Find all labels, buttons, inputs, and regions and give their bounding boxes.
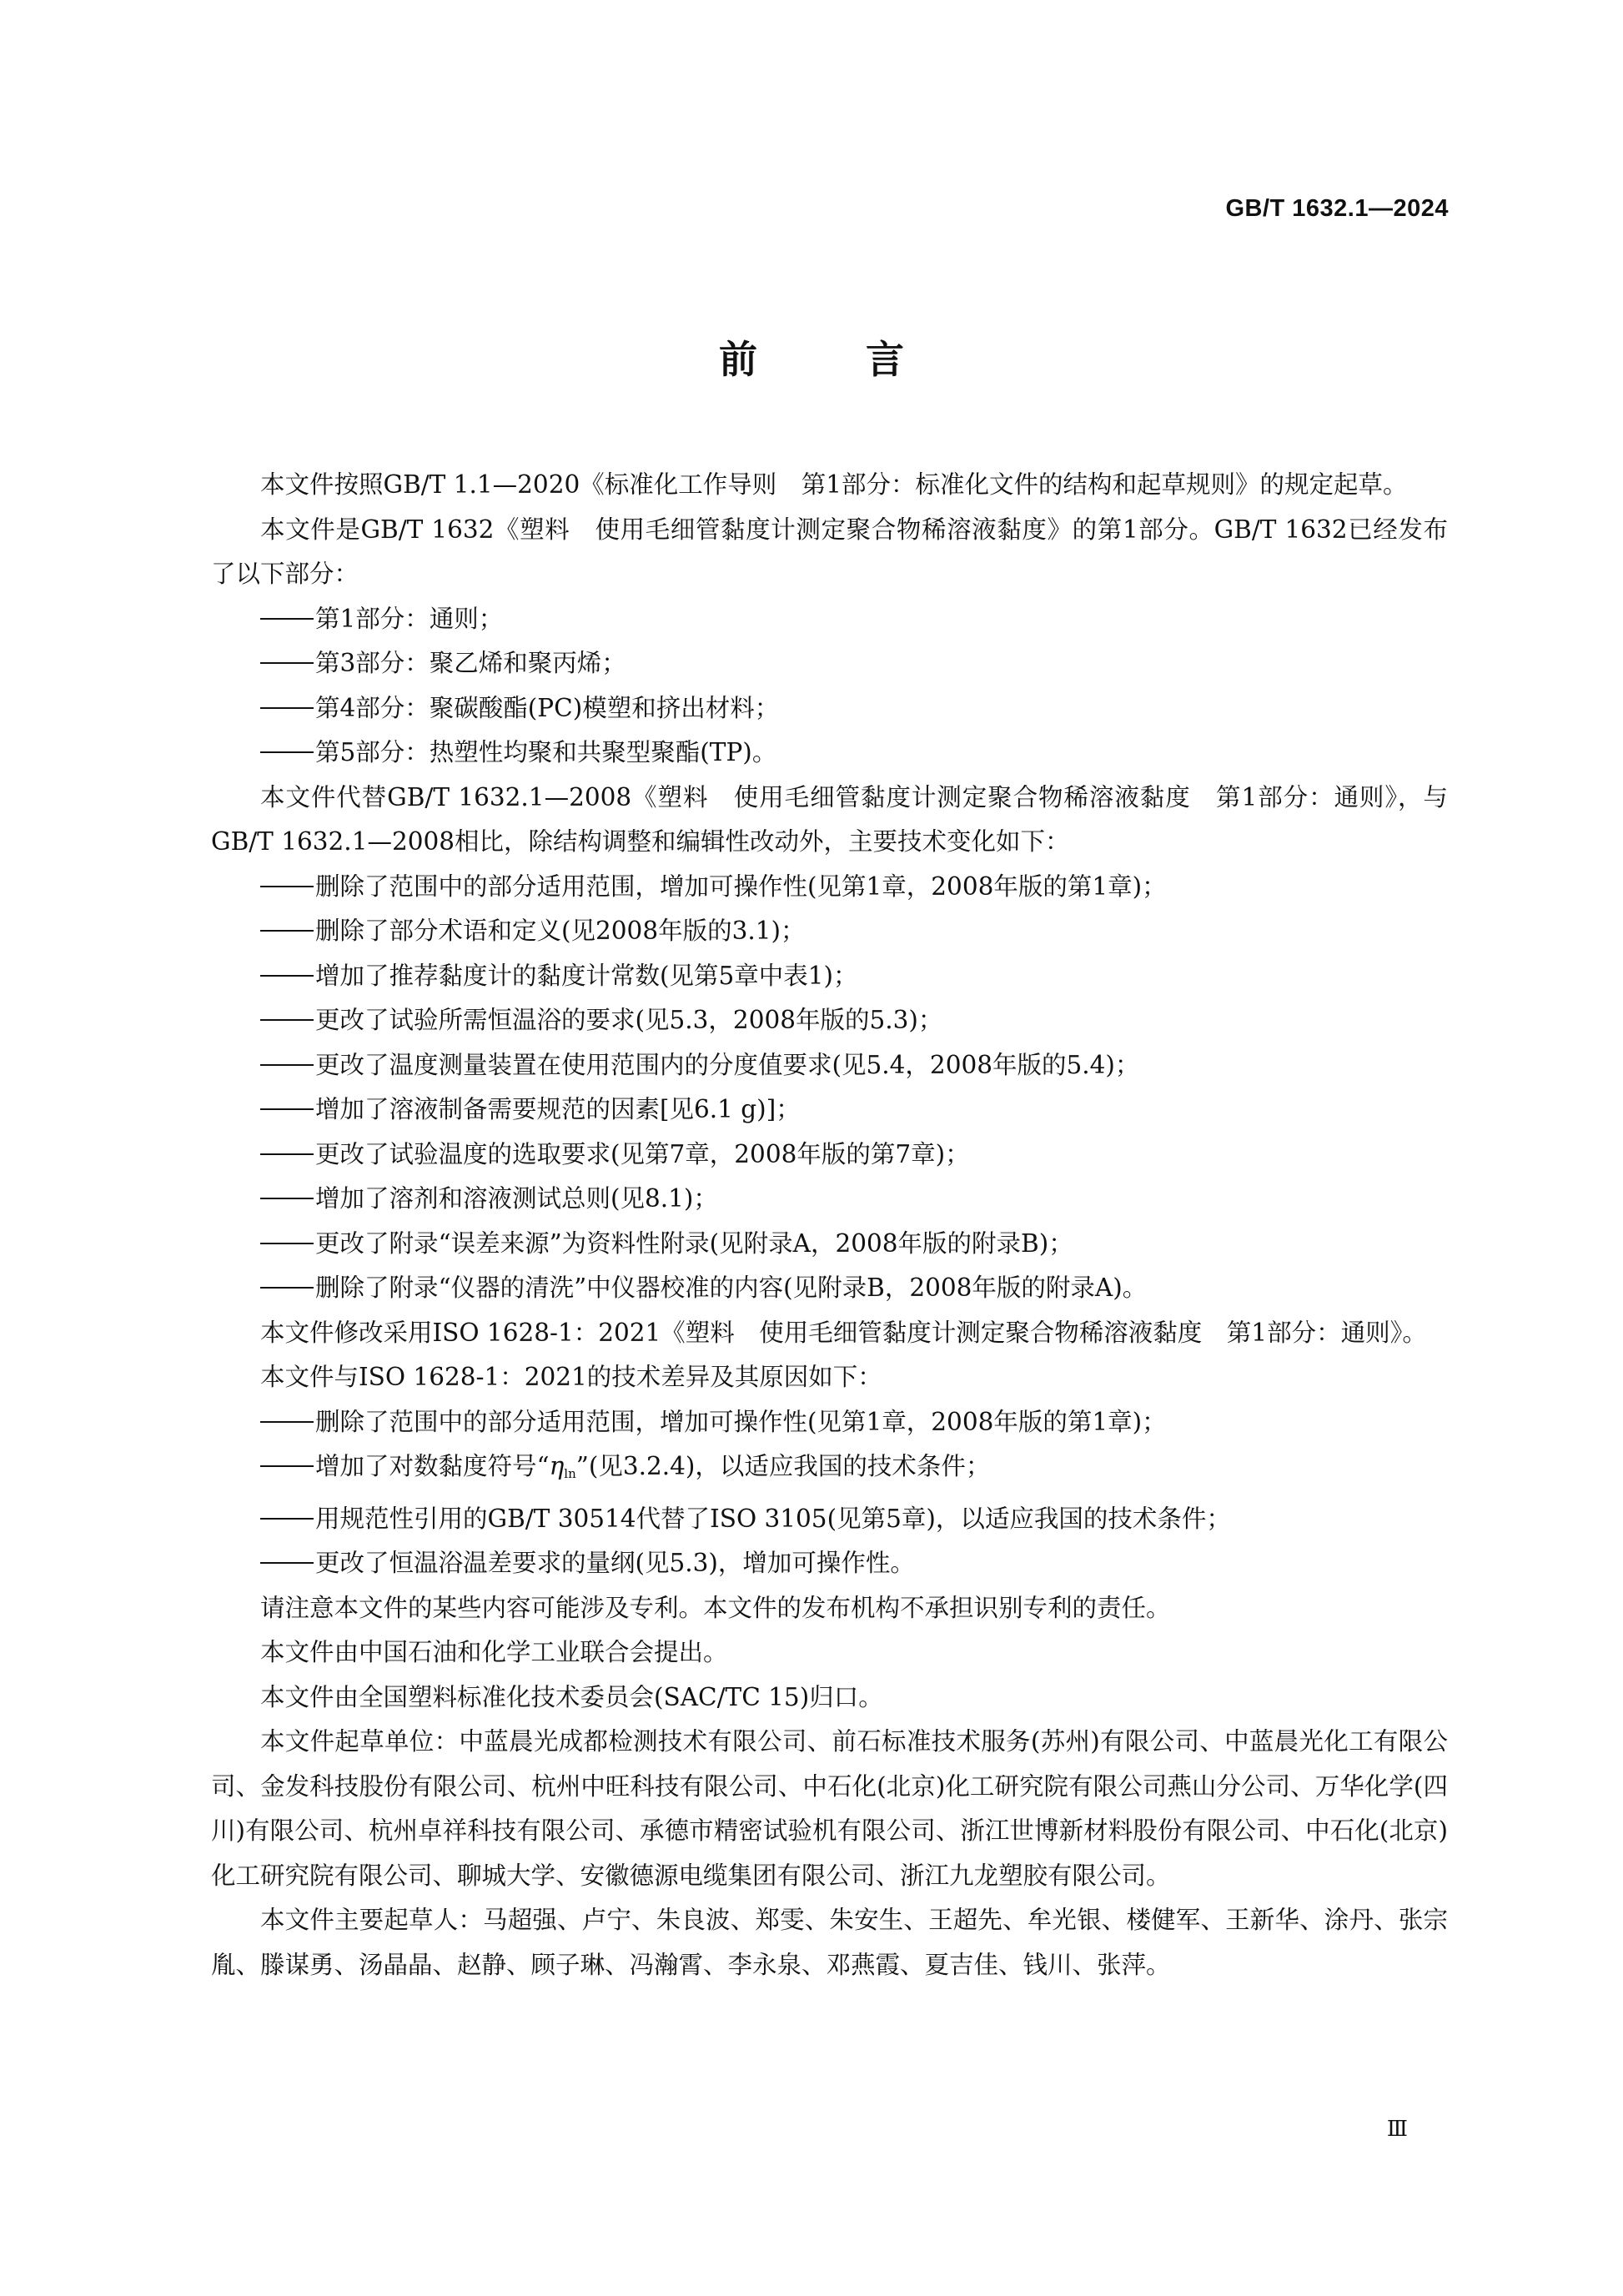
dash-icon — [260, 1421, 314, 1423]
foreword-body — [211, 463, 1448, 1987]
list-item-difference: 增加了对数黏度符号“$\eta_{ln}$”(见3.2.4)，以适应我国的技术条件； — [211, 1444, 1448, 1497]
list-item-difference: 用规范性引用的GB/T 30514代替了ISO 3105(见第5章)，以适应我国的技术条件； — [211, 1497, 1448, 1542]
list-item-difference: 更改了恒温浴温差要求的量纲(见5.3)，增加可操作性。 — [211, 1541, 1448, 1586]
paragraph-centralized-by: 本文件由全国塑料标准化技术委员会(SAC/TC 15)归口。 — [260, 1682, 883, 1711]
list-item-change: 删除了范围中的部分适用范围，增加可操作性(见第1章，2008年版的第1章)； — [211, 865, 1448, 910]
list-item-change: 更改了试验温度的选取要求(见第7章，2008年版的第7章)； — [211, 1133, 1448, 1178]
dash-icon — [260, 1562, 314, 1564]
paragraph-drafting-rules: 本文件按照GB/T 1.1—2020《标准化工作导则 第1部分：标准化文件的结构和起草规则》的规定起草。 — [260, 470, 1408, 499]
dash-icon — [260, 1108, 314, 1110]
list-item-part: 第3部分：聚乙烯和聚丙烯； — [211, 641, 1448, 686]
dash-icon — [260, 662, 314, 664]
list-item-part: 第5部分：热塑性均聚和共聚型聚酯(TP)。 — [211, 731, 1448, 776]
eta-subscript: ln — [564, 1466, 576, 1481]
list-item-change: 更改了试验所需恒温浴的要求(见5.3，2008年版的5.3)； — [211, 998, 1448, 1043]
page-title — [0, 329, 1623, 384]
list-item-change: 增加了溶剂和溶液测试总则(见8.1)； — [211, 1177, 1448, 1222]
list-item-change: 删除了附录“仪器的清洗”中仪器校准的内容(见附录B，2008年版的附录A)。 — [211, 1266, 1448, 1311]
dash-icon — [260, 1153, 314, 1155]
list-item-change: 增加了推荐黏度计的黏度计常数(见第5章中表1)； — [211, 954, 1448, 999]
paragraph-replaces: 本文件代替GB/T 1632.1—2008《塑料 使用毛细管黏度计测定聚合物稀溶液黏度 第1部分：通则》，与GB/T 1632.1—2008相比，除结构调整和编辑性改动外，主要技术变化如下： — [211, 782, 1448, 856]
dash-icon — [260, 751, 314, 753]
dash-icon — [260, 618, 314, 620]
dash-icon — [260, 1064, 314, 1066]
dash-icon — [260, 1287, 314, 1289]
title-char-2: 言 — [866, 337, 904, 382]
list-item-change: 更改了温度测量装置在使用范围内的分度值要求(见5.4，2008年版的5.4)； — [211, 1043, 1448, 1088]
paragraph-patent-notice: 请注意本文件的某些内容可能涉及专利。本文件的发布机构不承担识别专利的责任。 — [260, 1593, 1171, 1622]
dash-icon — [260, 1518, 314, 1520]
paragraph-drafters: 本文件主要起草人：马超强、卢宁、朱良波、郑雯、朱安生、王超先、牟光银、楼健军、王新华、涂丹、张宗胤、滕谋勇、汤晶晶、赵静、顾子琳、冯瀚霄、李永泉、邓燕霞、夏吉佳、钱川、张萍。 — [211, 1906, 1448, 1979]
paragraph-adoption: 本文件修改采用ISO 1628-1：2021《塑料 使用毛细管黏度计测定聚合物稀溶液黏度 第1部分：通则》。 — [260, 1318, 1427, 1347]
dash-icon — [260, 707, 314, 709]
list-item-change: 增加了溶液制备需要规范的因素[见6.1 g)]； — [211, 1088, 1448, 1133]
page-number: Ⅲ — [1386, 2117, 1408, 2142]
dash-icon — [260, 886, 314, 887]
dash-icon — [260, 975, 314, 977]
title-char-1: 前 — [719, 337, 757, 382]
list-item-change: 删除了部分术语和定义(见2008年版的3.1)； — [211, 909, 1448, 954]
dash-icon — [260, 1243, 314, 1244]
dash-icon — [260, 1465, 314, 1467]
list-item-part: 第4部分：聚碳酸酯(PC)模塑和挤出材料； — [211, 686, 1448, 731]
dash-icon — [260, 930, 314, 932]
dash-icon — [260, 1198, 314, 1199]
paragraph-proposed-by: 本文件由中国石油和化学工业联合会提出。 — [260, 1638, 728, 1666]
paragraph-drafting-units: 本文件起草单位：中蓝晨光成都检测技术有限公司、前石标准技术服务(苏州)有限公司、中蓝晨光化工有限公司、金发科技股份有限公司、杭州中旺科技有限公司、中石化(北京)化工研究院有限公司燕山分公司、万华化学(四川)有限公司、杭州卓祥科技有限公司、承德市精密试验机有限公司、浙江世博新材料股份有限公司、中石化(北京)化工研究院有限公司、聊城大学、安徽德源电缆集团有限公司、浙江九龙塑胶有限公司。 — [211, 1727, 1448, 1890]
paragraph-differences: 本文件与ISO 1628-1：2021的技术差异及其原因如下： — [260, 1363, 882, 1391]
list-item-change: 更改了附录“误差来源”为资料性附录(见附录A，2008年版的附录B)； — [211, 1222, 1448, 1267]
standard-code: GB/T 1632.1—2024 — [1225, 195, 1449, 222]
dash-icon — [260, 1019, 314, 1021]
list-item-part: 第1部分：通则； — [211, 597, 1448, 642]
list-item-difference: 删除了范围中的部分适用范围，增加可操作性(见第1章，2008年版的第1章)； — [211, 1400, 1448, 1445]
eta-symbol: η — [549, 1452, 565, 1480]
paragraph-part-of-series: 本文件是GB/T 1632《塑料 使用毛细管黏度计测定聚合物稀溶液黏度》的第1部分。GB/T 1632已经发布了以下部分： — [211, 515, 1448, 588]
